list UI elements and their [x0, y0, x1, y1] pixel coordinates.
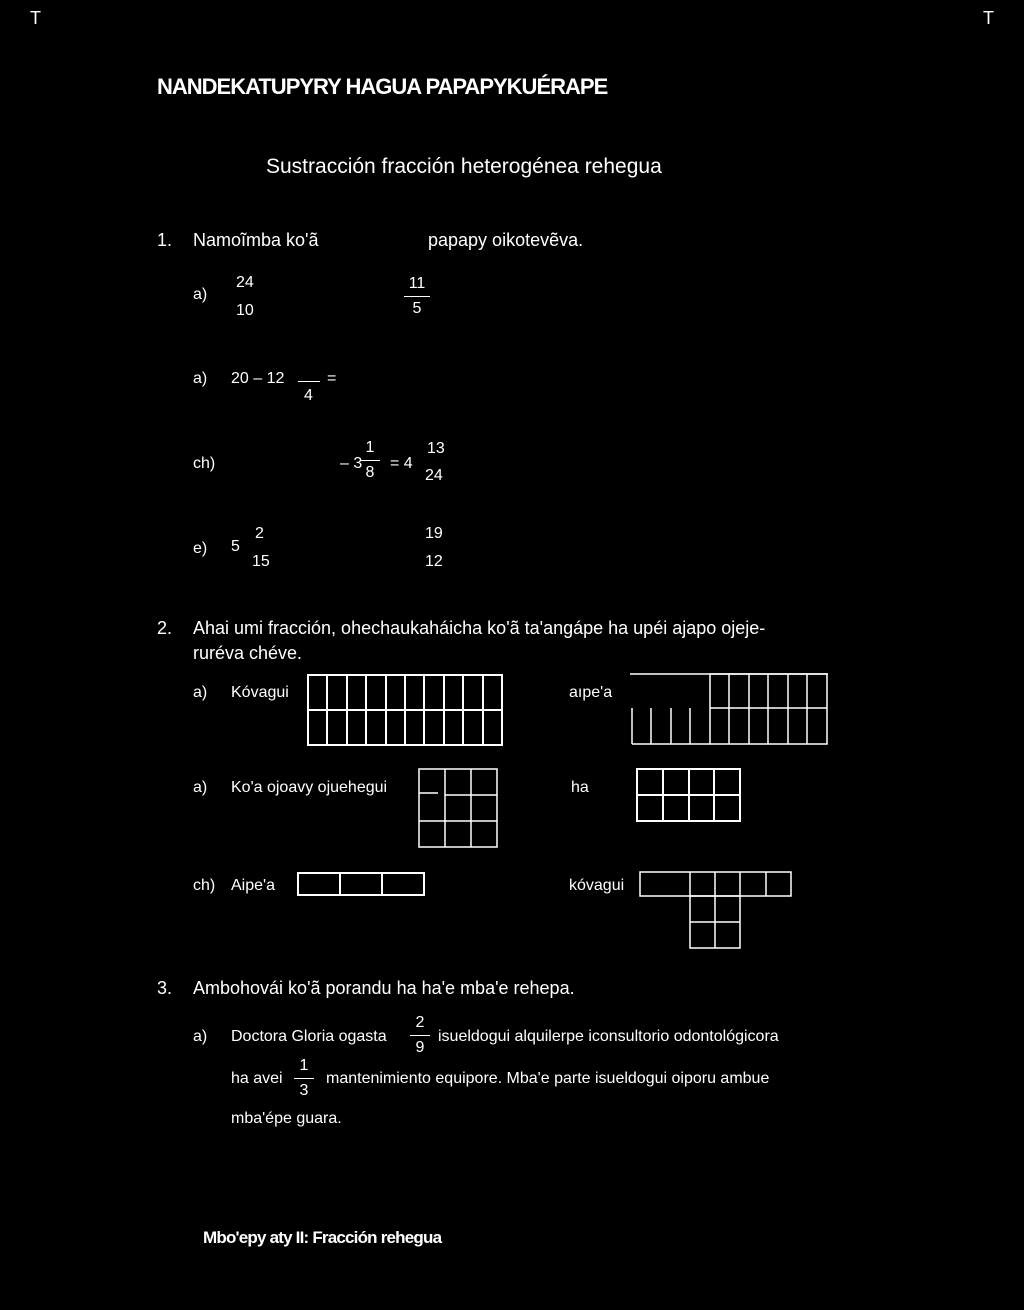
header-title: NANDEKATUPYRY HAGUA PAPAPYKUÉRAPE — [157, 74, 608, 99]
ex2-instruction-line1: Ahai umi fracción, ohechaukaháicha ko'ã ta'angápe ha upéi ajapo ojeje- — [193, 618, 766, 638]
ex1-a1-label: a) — [193, 286, 208, 303]
ex1-ch-label: ch) — [193, 455, 216, 472]
ex3-a-line2-a: ha avei — [231, 1070, 283, 1087]
ex1-a1-right-fraction — [404, 274, 430, 319]
fraction-bar — [410, 1035, 430, 1036]
ex1-e-res-num: 19 — [425, 525, 443, 542]
ex1-e-den: 15 — [252, 553, 270, 570]
ex1-ch-eq-whole: = 4 — [390, 455, 413, 472]
ex1-a2-denominator: 4 — [304, 387, 313, 404]
ex3-a-line1-b: isueldogui alquilerpe iconsultorio odontológicora — [438, 1028, 779, 1045]
section-title: Sustracción fracción heterogénea rehegua — [266, 155, 662, 178]
ex3-a-fraction-2 — [294, 1056, 314, 1101]
numerator: 1 — [365, 439, 375, 456]
corner-mark-right: T — [983, 8, 994, 28]
ex2-a2-grid-right — [636, 768, 741, 822]
ex2-number: 2. — [157, 618, 173, 638]
numerator: 2 — [415, 1014, 425, 1031]
ex3-a-line1-a: Doctora Gloria ogasta — [231, 1028, 387, 1045]
corner-mark-left: T — [30, 8, 41, 28]
fraction-bar — [294, 1078, 314, 1079]
ex1-number: 1. — [157, 230, 173, 250]
fraction-bar — [404, 296, 430, 297]
ex3-a-fraction-1 — [410, 1013, 430, 1058]
ex2-a2-figure-left — [418, 768, 500, 850]
fraction-bar — [360, 460, 380, 461]
ex2-ch-figure-right — [639, 870, 795, 952]
ex3-number: 3. — [157, 978, 173, 998]
ex1-e-label: e) — [193, 540, 208, 557]
ex2-ch-label: ch) — [193, 877, 216, 894]
ex1-instruction-b: papapy oikotevẽva. — [428, 230, 584, 250]
ex2-instruction-line2: ruréva chéve. — [193, 643, 303, 663]
ex3-a-line3: mba'épe guara. — [231, 1110, 342, 1127]
ex1-a2-eq: = — [327, 370, 337, 387]
ex2-a2-left-text: Ko'a ojoavy ojuehegui — [231, 779, 388, 796]
ex1-e-res-den: 12 — [425, 553, 443, 570]
ex1-a1-bottom-left: 10 — [236, 302, 254, 319]
ex1-e-num: 2 — [255, 525, 264, 542]
ex2-ch-right-text: kóvagui — [569, 877, 625, 894]
ex1-a2-fraction-bar — [298, 381, 320, 382]
ex1-ch-whole: – 3 — [340, 455, 363, 472]
ex3-a-line2-b: mantenimiento equipore. Mba'e parte isueldogui oiporu ambue — [326, 1070, 770, 1087]
ex3-instruction: Ambohovái ko'ã porandu ha ha'e mba'e rehepa. — [193, 978, 575, 998]
ex2-a1-label: a) — [193, 684, 208, 701]
ex1-e-whole: 5 — [231, 538, 240, 555]
denominator: 3 — [299, 1082, 309, 1099]
ex2-a1-right-text: aıpe'a — [569, 684, 613, 701]
ex1-ch-res-num: 13 — [427, 440, 445, 457]
numerator: 1 — [299, 1057, 309, 1074]
ex2-ch-left-text: Aipe'a — [231, 877, 275, 894]
ex2-ch-grid-left — [297, 872, 425, 896]
ex1-ch-res-den: 24 — [425, 467, 443, 484]
ex2-a2-right-text: ha — [571, 779, 589, 796]
denominator: 9 — [415, 1039, 425, 1056]
ex1-a2-label: a) — [193, 370, 208, 387]
ex1-a1-top-left: 24 — [236, 274, 254, 291]
numerator: 11 — [408, 275, 426, 292]
ex2-a1-figure-right — [630, 672, 830, 746]
ex1-a2-expr: 20 – 12 — [231, 370, 285, 387]
ex3-a-label: a) — [193, 1028, 208, 1045]
denominator: 8 — [365, 464, 375, 481]
ex2-a1-grid-left — [307, 674, 503, 746]
ex2-a1-left-text: Kóvagui — [231, 684, 289, 701]
ex1-instruction-a: Namoĩmba ko'ã — [193, 230, 319, 250]
denominator: 5 — [412, 300, 422, 317]
ex1-ch-fraction — [360, 438, 380, 483]
footer-title: Mbo'epy aty II: Fracción rehegua — [203, 1228, 442, 1247]
ex2-a2-label: a) — [193, 779, 208, 796]
